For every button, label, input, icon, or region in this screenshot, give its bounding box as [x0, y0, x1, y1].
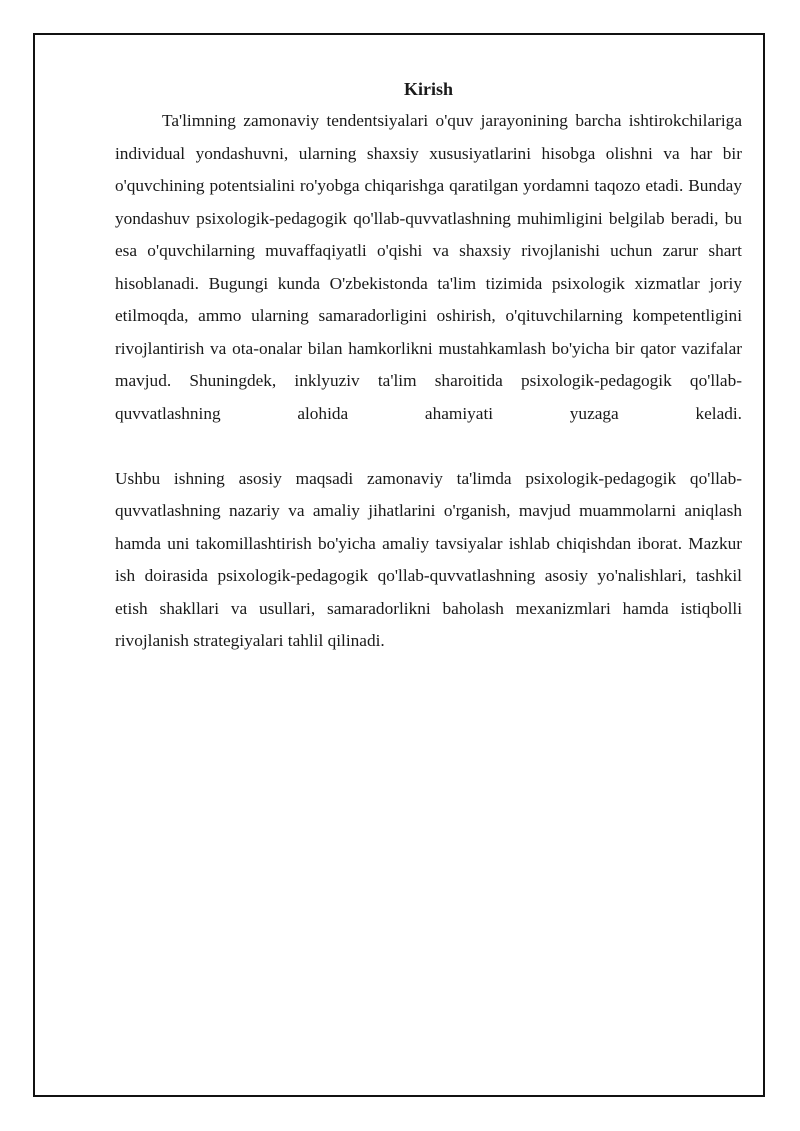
intro-paragraph-1: Ta'limning zamonaviy tendentsiyalari o'quv jarayonining barcha ishtirokchilariga individual yondashuvni, ularning shaxsiy xususiyatlarini hisobga olishni va har bir o'quvchining potentsialini ro'yobga chiqarishga qaratilgan yordamni taqozo etadi. Bunday yondashuv psixologik-pedagogik qo'llab-quvvatlashning muhimligini belgilab beradi, bu esa o'quvchilarning muvaffaqiyatli o'qishi va shaxsiy rivojlanishi uchun zarur shart hisoblanadi. Bugungi kunda O'zbekistonda ta'lim tizimida psixologik xizmatlar joriy etilmoqda, ammo ularning samaradorligini oshirish, o'qituvchilarning kompetentligini rivojlantirish va ota-onalar bilan hamkorlikni mustahkamlash bo'yicha bir qator vazifalar mavjud. Shuningdek, inklyuziv ta'lim sharoitida psixologik-pedagogik qo'llab-quvvatlashning alohida ahamiyati yuzaga keladi. [115, 111, 742, 423]
paragraph-spacer [115, 430, 742, 463]
document-body [115, 74, 742, 658]
intro-paragraph-2: Ushbu ishning asosiy maqsadi zamonaviy ta'limda psixologik-pedagogik qo'llab-quvvatlashning nazariy va amaliy jihatlarini o'rganish, mavjud muammolarni aniqlash hamda uni takomillashtirish bo'yicha amaliy tavsiyalar ishlab chiqishdan iborat. Mazkur ish doirasida psixologik-pedagogik qo'llab-quvvatlashning asosiy yo'nalishlari, tashkil etish shakllari va usullari, samaradorlikni baholash mexanizmlari hamda istiqbolli rivojlanish strategiyalari tahlil qilinadi. [115, 468, 742, 650]
section-title: Kirish [403, 79, 453, 99]
